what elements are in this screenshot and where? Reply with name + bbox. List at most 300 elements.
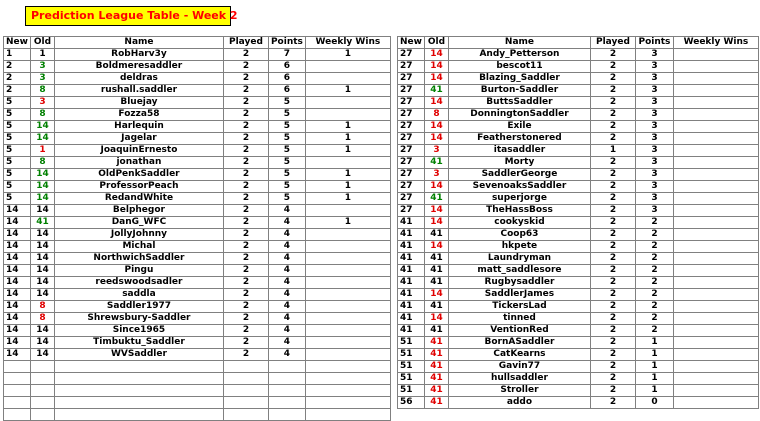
cell-weekly-wins xyxy=(673,241,758,253)
cell-played: 2 xyxy=(590,205,635,217)
table-row xyxy=(398,349,759,361)
header-new: New xyxy=(4,37,31,49)
cell-points: 2 xyxy=(635,265,673,277)
cell-weekly-wins xyxy=(673,313,758,325)
table-row xyxy=(4,145,391,157)
table-row xyxy=(4,397,391,409)
cell-weekly-wins xyxy=(305,253,390,265)
cell-weekly-wins: 1 xyxy=(305,181,390,193)
cell-points xyxy=(268,385,305,397)
table-row xyxy=(398,109,759,121)
cell-weekly-wins xyxy=(305,157,390,169)
cell-old: 14 xyxy=(424,289,448,301)
cell-points: 4 xyxy=(268,337,305,349)
cell-old: 14 xyxy=(30,241,54,253)
cell-old: 14 xyxy=(30,337,54,349)
cell-new: 5 xyxy=(4,121,31,133)
cell-name: SaddlerGeorge xyxy=(448,169,590,181)
cell-played: 2 xyxy=(590,337,635,349)
cell-name: SevenoaksSaddler xyxy=(448,181,590,193)
cell-new: 41 xyxy=(398,289,425,301)
cell-points: 5 xyxy=(268,181,305,193)
cell-name: reedswoodsadler xyxy=(54,277,223,289)
cell-name: superjorge xyxy=(448,193,590,205)
cell-new: 14 xyxy=(4,253,31,265)
cell-name: Belphegor xyxy=(54,205,223,217)
cell-points: 3 xyxy=(635,181,673,193)
cell-played: 2 xyxy=(223,61,268,73)
cell-name: deldras xyxy=(54,73,223,85)
cell-new xyxy=(4,409,31,421)
table-row xyxy=(4,193,391,205)
cell-weekly-wins xyxy=(673,133,758,145)
cell-played: 2 xyxy=(223,253,268,265)
cell-played: 2 xyxy=(223,349,268,361)
cell-name: Gavin77 xyxy=(448,361,590,373)
cell-old: 41 xyxy=(424,265,448,277)
cell-played: 2 xyxy=(590,85,635,97)
cell-played: 2 xyxy=(590,385,635,397)
cell-points: 5 xyxy=(268,97,305,109)
cell-old: 41 xyxy=(424,157,448,169)
cell-new: 27 xyxy=(398,109,425,121)
cell-old xyxy=(30,397,54,409)
table-row xyxy=(398,121,759,133)
cell-weekly-wins: 1 xyxy=(305,85,390,97)
cell-new: 27 xyxy=(398,121,425,133)
cell-old: 14 xyxy=(30,229,54,241)
cell-new: 27 xyxy=(398,157,425,169)
cell-played: 1 xyxy=(590,145,635,157)
cell-old: 14 xyxy=(424,313,448,325)
cell-weekly-wins xyxy=(673,289,758,301)
cell-new: 14 xyxy=(4,217,31,229)
cell-weekly-wins xyxy=(305,109,390,121)
cell-points: 3 xyxy=(635,145,673,157)
cell-new: 5 xyxy=(4,193,31,205)
table-row xyxy=(398,277,759,289)
page-title: Prediction League Table - Week 2 xyxy=(25,6,231,26)
cell-new: 27 xyxy=(398,85,425,97)
cell-weekly-wins xyxy=(673,229,758,241)
cell-name xyxy=(54,409,223,421)
cell-points: 2 xyxy=(635,289,673,301)
table-row xyxy=(4,205,391,217)
cell-name: Timbuktu_Saddler xyxy=(54,337,223,349)
cell-played: 2 xyxy=(223,193,268,205)
cell-name: matt_saddlesore xyxy=(448,265,590,277)
table-row xyxy=(398,301,759,313)
cell-played xyxy=(223,397,268,409)
cell-played: 2 xyxy=(223,289,268,301)
cell-played: 2 xyxy=(590,313,635,325)
cell-weekly-wins xyxy=(673,73,758,85)
cell-played: 2 xyxy=(223,85,268,97)
cell-points: 1 xyxy=(635,361,673,373)
cell-new: 14 xyxy=(4,301,31,313)
cell-new: 27 xyxy=(398,145,425,157)
cell-points: 3 xyxy=(635,61,673,73)
cell-old: 41 xyxy=(424,337,448,349)
cell-weekly-wins xyxy=(305,61,390,73)
cell-weekly-wins: 1 xyxy=(305,169,390,181)
cell-points: 3 xyxy=(635,109,673,121)
cell-new xyxy=(4,397,31,409)
cell-played xyxy=(223,373,268,385)
cell-name: Rugbysaddler xyxy=(448,277,590,289)
cell-points: 5 xyxy=(268,145,305,157)
cell-points: 3 xyxy=(635,73,673,85)
cell-weekly-wins xyxy=(673,121,758,133)
cell-old: 3 xyxy=(30,73,54,85)
cell-played: 2 xyxy=(590,397,635,409)
cell-name: Burton-Saddler xyxy=(448,85,590,97)
cell-weekly-wins: 1 xyxy=(305,121,390,133)
cell-new: 27 xyxy=(398,73,425,85)
cell-weekly-wins xyxy=(673,181,758,193)
cell-old: 14 xyxy=(30,133,54,145)
cell-played: 2 xyxy=(590,73,635,85)
cell-weekly-wins: 1 xyxy=(305,145,390,157)
cell-weekly-wins xyxy=(673,265,758,277)
cell-old: 41 xyxy=(424,361,448,373)
cell-weekly-wins xyxy=(673,193,758,205)
table-row xyxy=(398,85,759,97)
cell-points xyxy=(268,361,305,373)
cell-old: 14 xyxy=(424,205,448,217)
cell-played: 2 xyxy=(223,301,268,313)
cell-new xyxy=(4,385,31,397)
cell-played: 2 xyxy=(223,133,268,145)
cell-new: 27 xyxy=(398,61,425,73)
cell-played: 2 xyxy=(590,169,635,181)
cell-new: 51 xyxy=(398,385,425,397)
cell-new: 56 xyxy=(398,397,425,409)
header-weekly-wins: Weekly Wins xyxy=(305,37,390,49)
table-row xyxy=(398,217,759,229)
cell-name: VentionRed xyxy=(448,325,590,337)
cell-name: Pingu xyxy=(54,265,223,277)
cell-played: 2 xyxy=(590,241,635,253)
cell-points: 2 xyxy=(635,277,673,289)
cell-weekly-wins: 1 xyxy=(305,217,390,229)
cell-played: 2 xyxy=(590,133,635,145)
cell-played xyxy=(223,409,268,421)
cell-played xyxy=(223,361,268,373)
cell-name: Featherstonered xyxy=(448,133,590,145)
cell-old: 41 xyxy=(424,349,448,361)
cell-weekly-wins xyxy=(673,61,758,73)
cell-old: 3 xyxy=(30,97,54,109)
cell-name: Exile xyxy=(448,121,590,133)
cell-old: 14 xyxy=(424,241,448,253)
table-row xyxy=(398,385,759,397)
cell-weekly-wins xyxy=(305,397,390,409)
table-row xyxy=(4,49,391,61)
league-table-right xyxy=(397,36,759,409)
cell-played: 2 xyxy=(223,157,268,169)
cell-weekly-wins xyxy=(673,325,758,337)
cell-played: 2 xyxy=(590,157,635,169)
cell-name: Andy_Petterson xyxy=(448,49,590,61)
cell-old: 14 xyxy=(30,265,54,277)
cell-old: 8 xyxy=(30,85,54,97)
table-row xyxy=(398,373,759,385)
cell-name: DanG_WFC xyxy=(54,217,223,229)
cell-played: 2 xyxy=(223,277,268,289)
cell-old: 41 xyxy=(424,253,448,265)
cell-points: 4 xyxy=(268,277,305,289)
cell-points: 4 xyxy=(268,301,305,313)
cell-weekly-wins xyxy=(673,169,758,181)
cell-new: 2 xyxy=(4,85,31,97)
table-row xyxy=(398,157,759,169)
cell-weekly-wins xyxy=(673,157,758,169)
cell-name: CatKearns xyxy=(448,349,590,361)
cell-new: 5 xyxy=(4,109,31,121)
cell-old: 14 xyxy=(30,277,54,289)
cell-weekly-wins xyxy=(673,49,758,61)
cell-played: 2 xyxy=(223,97,268,109)
cell-points: 7 xyxy=(268,49,305,61)
cell-weekly-wins xyxy=(673,337,758,349)
cell-weekly-wins: 1 xyxy=(305,193,390,205)
cell-played: 2 xyxy=(590,121,635,133)
cell-name: Michal xyxy=(54,241,223,253)
cell-new: 51 xyxy=(398,349,425,361)
cell-old: 14 xyxy=(424,121,448,133)
table-row xyxy=(398,181,759,193)
cell-points: 3 xyxy=(635,193,673,205)
cell-played: 2 xyxy=(223,109,268,121)
cell-weekly-wins xyxy=(305,289,390,301)
cell-new: 2 xyxy=(4,61,31,73)
table-row xyxy=(4,229,391,241)
cell-points xyxy=(268,397,305,409)
cell-old: 14 xyxy=(30,169,54,181)
cell-points: 3 xyxy=(635,133,673,145)
cell-new: 5 xyxy=(4,145,31,157)
cell-new: 41 xyxy=(398,325,425,337)
table-row xyxy=(4,325,391,337)
cell-played: 2 xyxy=(223,169,268,181)
cell-played: 2 xyxy=(590,217,635,229)
cell-name: Since1965 xyxy=(54,325,223,337)
cell-name: ProfessorPeach xyxy=(54,181,223,193)
cell-played: 2 xyxy=(590,253,635,265)
cell-played: 2 xyxy=(223,205,268,217)
table-row xyxy=(398,337,759,349)
table-row xyxy=(398,241,759,253)
cell-played: 2 xyxy=(590,361,635,373)
cell-weekly-wins xyxy=(305,301,390,313)
table-row xyxy=(4,409,391,421)
cell-name: TickersLad xyxy=(448,301,590,313)
cell-name: TheHassBoss xyxy=(448,205,590,217)
cell-weekly-wins xyxy=(673,349,758,361)
cell-name: JoaquinErnesto xyxy=(54,145,223,157)
cell-name xyxy=(54,361,223,373)
cell-points: 4 xyxy=(268,253,305,265)
cell-points: 1 xyxy=(635,349,673,361)
cell-new: 41 xyxy=(398,217,425,229)
cell-old: 41 xyxy=(424,397,448,409)
cell-weekly-wins xyxy=(305,229,390,241)
cell-points: 5 xyxy=(268,109,305,121)
table-row xyxy=(4,109,391,121)
cell-points: 5 xyxy=(268,193,305,205)
cell-name: Boldmeresaddler xyxy=(54,61,223,73)
cell-played: 2 xyxy=(590,373,635,385)
cell-points: 3 xyxy=(635,157,673,169)
cell-new: 14 xyxy=(4,229,31,241)
cell-points: 4 xyxy=(268,265,305,277)
table-row xyxy=(398,73,759,85)
cell-weekly-wins xyxy=(673,253,758,265)
header-played: Played xyxy=(590,37,635,49)
cell-played: 2 xyxy=(590,349,635,361)
cell-new: 27 xyxy=(398,133,425,145)
cell-old: 3 xyxy=(424,169,448,181)
cell-weekly-wins xyxy=(305,73,390,85)
cell-old: 14 xyxy=(30,349,54,361)
table-row xyxy=(4,157,391,169)
cell-played: 2 xyxy=(223,121,268,133)
cell-old: 3 xyxy=(424,145,448,157)
table-row xyxy=(4,133,391,145)
table-row xyxy=(4,121,391,133)
cell-old: 14 xyxy=(424,49,448,61)
table-row xyxy=(4,181,391,193)
table-row xyxy=(4,277,391,289)
cell-played: 2 xyxy=(590,229,635,241)
cell-weekly-wins xyxy=(305,241,390,253)
cell-name: bescot11 xyxy=(448,61,590,73)
cell-weekly-wins xyxy=(305,409,390,421)
cell-weekly-wins xyxy=(673,109,758,121)
cell-points: 2 xyxy=(635,301,673,313)
cell-points: 3 xyxy=(635,169,673,181)
cell-new: 2 xyxy=(4,73,31,85)
cell-name: cookyskid xyxy=(448,217,590,229)
cell-points: 5 xyxy=(268,169,305,181)
cell-played: 2 xyxy=(223,265,268,277)
cell-old xyxy=(30,361,54,373)
cell-old xyxy=(30,385,54,397)
table-row xyxy=(398,265,759,277)
table-row xyxy=(4,241,391,253)
table-row xyxy=(4,313,391,325)
cell-old: 3 xyxy=(30,61,54,73)
table-row xyxy=(4,373,391,385)
cell-played: 2 xyxy=(590,61,635,73)
table-row xyxy=(398,133,759,145)
cell-name: OldPenkSaddler xyxy=(54,169,223,181)
cell-points: 4 xyxy=(268,313,305,325)
cell-points: 3 xyxy=(635,97,673,109)
cell-name: ButtsSaddler xyxy=(448,97,590,109)
cell-new: 41 xyxy=(398,253,425,265)
table-row xyxy=(398,313,759,325)
table-row xyxy=(4,97,391,109)
header-row xyxy=(398,37,759,49)
table-row xyxy=(4,85,391,97)
table-row xyxy=(4,169,391,181)
cell-points: 3 xyxy=(635,85,673,97)
cell-points: 4 xyxy=(268,289,305,301)
cell-weekly-wins xyxy=(305,313,390,325)
cell-name: Shrewsbury-Saddler xyxy=(54,313,223,325)
cell-weekly-wins xyxy=(673,301,758,313)
cell-points: 4 xyxy=(268,241,305,253)
cell-new: 27 xyxy=(398,49,425,61)
cell-new xyxy=(4,373,31,385)
cell-old: 14 xyxy=(30,121,54,133)
table-row xyxy=(398,169,759,181)
cell-weekly-wins xyxy=(673,205,758,217)
cell-new: 41 xyxy=(398,241,425,253)
cell-played: 2 xyxy=(590,301,635,313)
cell-points: 5 xyxy=(268,157,305,169)
cell-new: 5 xyxy=(4,157,31,169)
cell-name: addo xyxy=(448,397,590,409)
cell-points: 2 xyxy=(635,217,673,229)
cell-weekly-wins xyxy=(673,145,758,157)
cell-weekly-wins: 1 xyxy=(305,49,390,61)
cell-old xyxy=(30,409,54,421)
cell-old: 14 xyxy=(30,193,54,205)
cell-new: 41 xyxy=(398,265,425,277)
cell-weekly-wins xyxy=(305,277,390,289)
cell-name: Coop63 xyxy=(448,229,590,241)
cell-new: 14 xyxy=(4,349,31,361)
cell-played: 2 xyxy=(590,325,635,337)
table-row xyxy=(4,265,391,277)
cell-played: 2 xyxy=(590,265,635,277)
cell-new: 14 xyxy=(4,289,31,301)
table-row xyxy=(4,61,391,73)
cell-name: BornASaddler xyxy=(448,337,590,349)
cell-old xyxy=(30,373,54,385)
cell-name: WVSaddler xyxy=(54,349,223,361)
cell-name: SaddlerJames xyxy=(448,289,590,301)
cell-played: 2 xyxy=(223,229,268,241)
cell-played: 2 xyxy=(590,49,635,61)
cell-name xyxy=(54,397,223,409)
cell-weekly-wins xyxy=(673,373,758,385)
table-row xyxy=(4,337,391,349)
cell-name: Stroller xyxy=(448,385,590,397)
league-table-left xyxy=(3,36,391,421)
cell-weekly-wins xyxy=(305,97,390,109)
cell-played: 2 xyxy=(223,181,268,193)
cell-old: 14 xyxy=(424,61,448,73)
header-played: Played xyxy=(223,37,268,49)
cell-new: 14 xyxy=(4,241,31,253)
table-row xyxy=(398,145,759,157)
table-row xyxy=(398,397,759,409)
cell-name: hullsaddler xyxy=(448,373,590,385)
table-row xyxy=(398,97,759,109)
cell-played xyxy=(223,385,268,397)
cell-new: 51 xyxy=(398,361,425,373)
cell-old: 14 xyxy=(424,181,448,193)
header-row xyxy=(4,37,391,49)
cell-name: Fozza58 xyxy=(54,109,223,121)
table-row xyxy=(4,301,391,313)
cell-name: tinned xyxy=(448,313,590,325)
cell-name: Saddler1977 xyxy=(54,301,223,313)
